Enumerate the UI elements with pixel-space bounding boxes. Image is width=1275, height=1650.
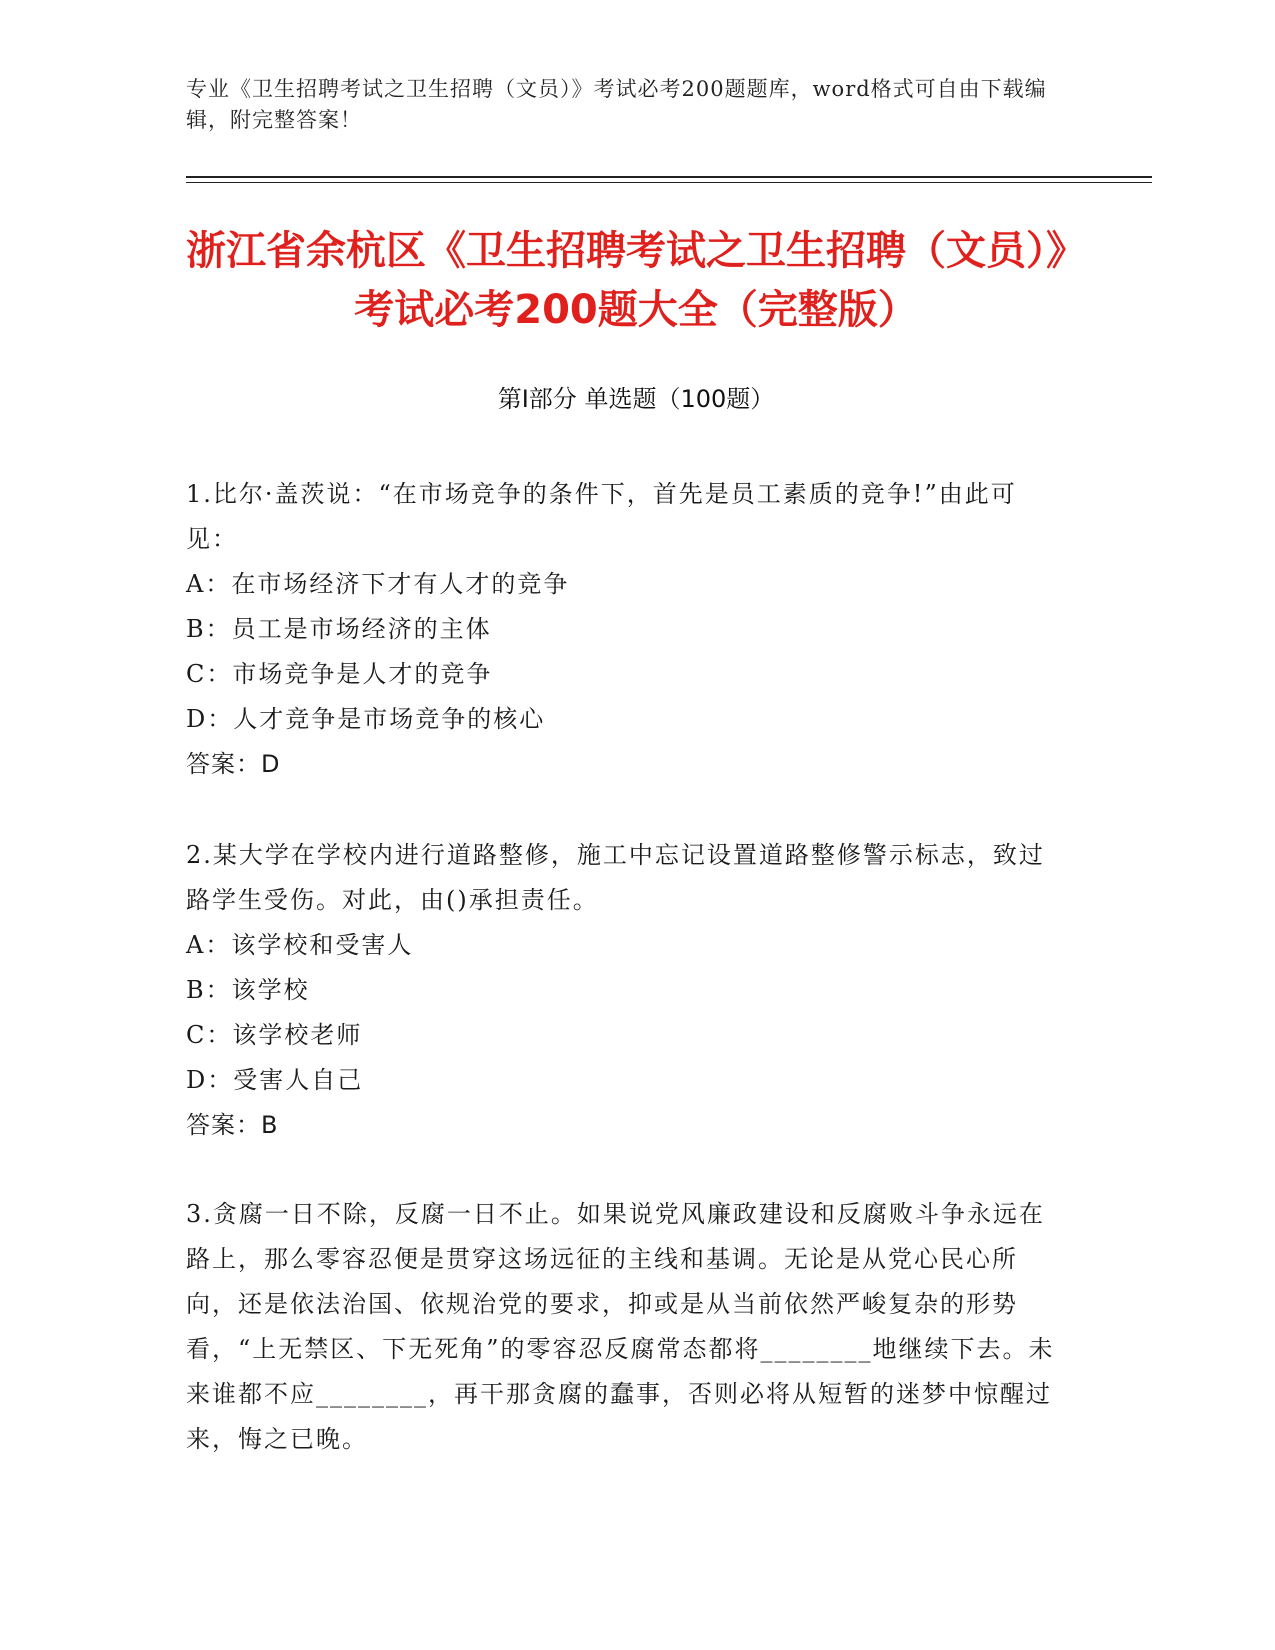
option-d: D：受害人自己 bbox=[186, 1066, 364, 1094]
document-title: 浙江省余杭区《卫生招聘考试之卫生招聘（文员）》考试必考200题大全（完整版） bbox=[186, 228, 1086, 333]
question-2 bbox=[186, 833, 1066, 1148]
option-a: A：在市场经济下才有人才的竞争 bbox=[186, 570, 570, 598]
option-a: A：该学校和受害人 bbox=[186, 931, 414, 959]
option-b: B：员工是市场经济的主体 bbox=[186, 615, 492, 643]
answer: 答案：B bbox=[186, 1111, 279, 1139]
option-b: B：该学校 bbox=[186, 976, 310, 1004]
header-divider-thin bbox=[186, 182, 1152, 183]
question-stem: 1.比尔·盖茨说：“在市场竞争的条件下，首先是员工素质的竞争!”由此可见： bbox=[186, 480, 1017, 553]
header-divider-thick bbox=[186, 176, 1152, 178]
option-c: C：该学校老师 bbox=[186, 1021, 363, 1049]
section-title: 第I部分 单选题（100题） bbox=[497, 385, 775, 413]
question-stem: 3.贪腐一日不除，反腐一日不止。如果说党风廉政建设和反腐败斗争永远在路上，那么零容忍便是贯穿这场远征的主线和基调。无论是从党心民心所向，还是依法治国、依规治党的要求，抑或是从当前依然严峻复杂的形势看，“上无禁区、下无死角”的零容忍反腐常态都将________地继续下去。未来谁都不应________，再干那贪腐的蠢事，否则必将从短暂的迷梦中惊醒过来，悔之已晚。 bbox=[186, 1200, 1055, 1453]
question-1 bbox=[186, 472, 1066, 787]
option-c: C：市场竞争是人才的竞争 bbox=[186, 660, 493, 688]
question-stem: 2.某大学在学校内进行道路整修，施工中忘记设置道路整修警示标志，致过路学生受伤。对此，由()承担责任。 bbox=[186, 841, 1045, 914]
question-3 bbox=[186, 1192, 1066, 1462]
option-d: D：人才竞争是市场竞争的核心 bbox=[186, 705, 546, 733]
header-note: 专业《卫生招聘考试之卫生招聘（文员）》考试必考200题题库，word格式可自由下载编辑，附完整答案！ bbox=[186, 77, 1047, 132]
answer: 答案：D bbox=[186, 750, 281, 778]
